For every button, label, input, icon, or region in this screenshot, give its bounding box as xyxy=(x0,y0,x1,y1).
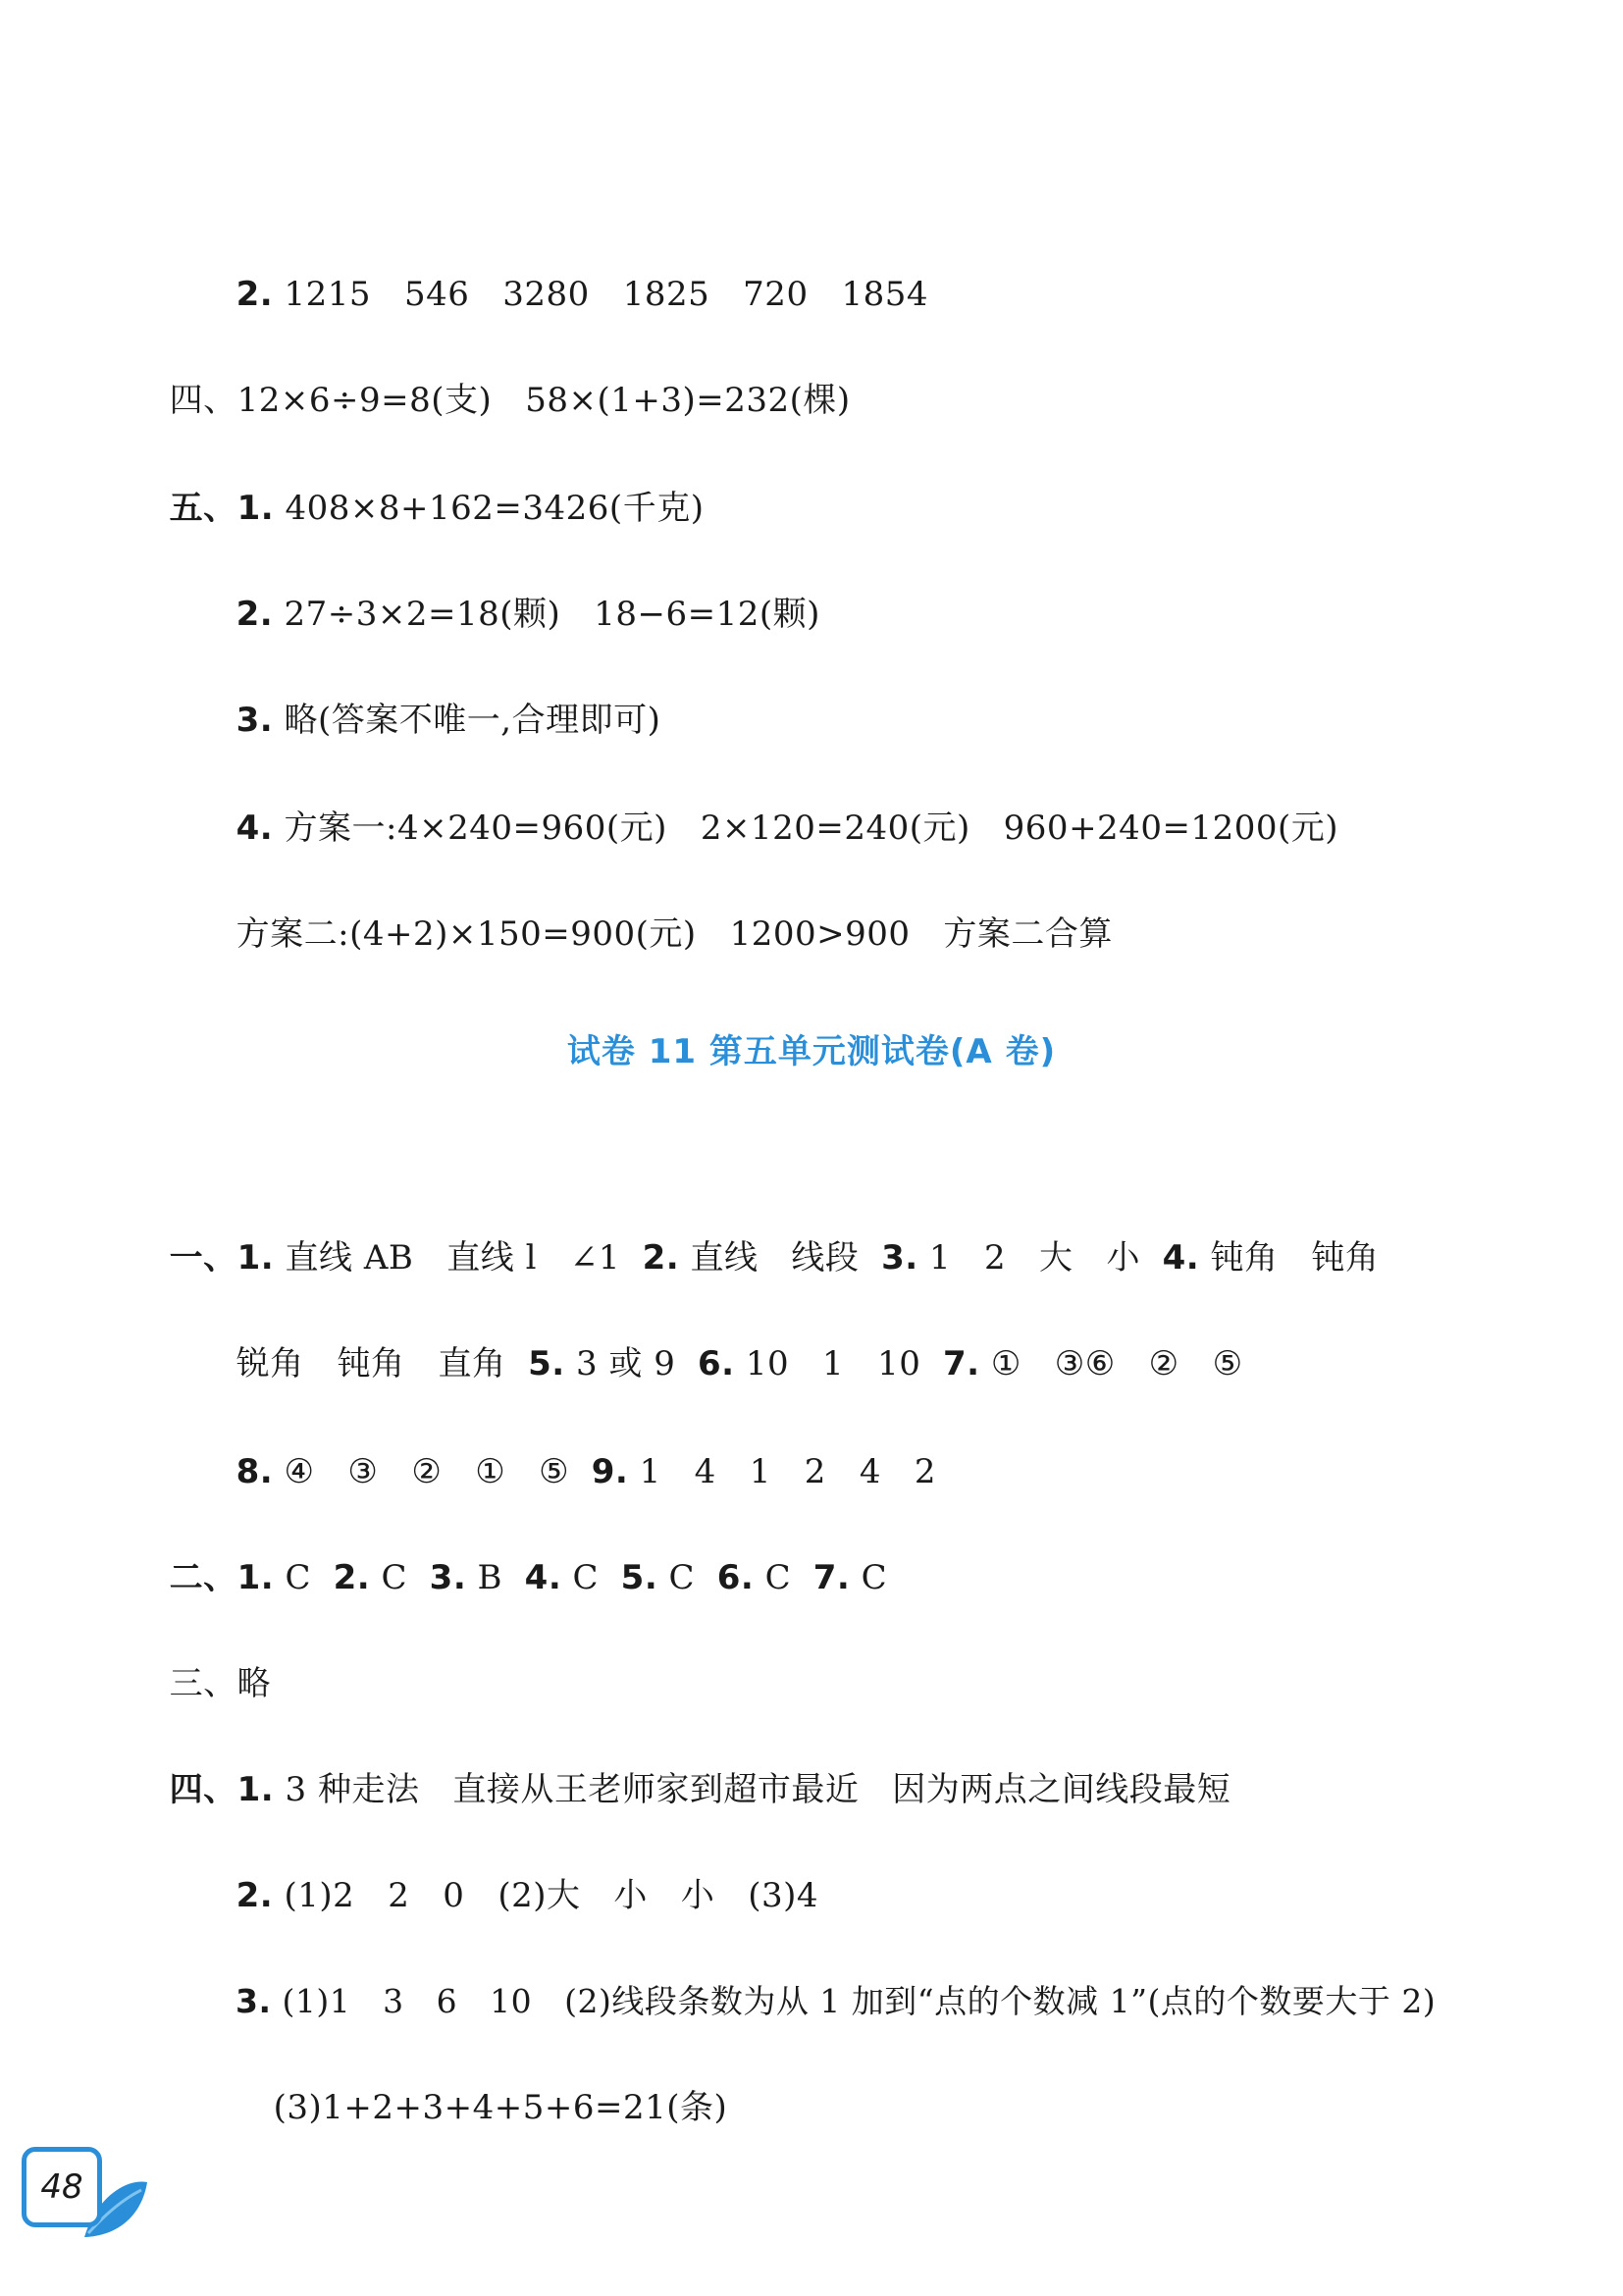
answer-line-s1: 一、1. 直线 AB 直线 l ∠1 2. 直线 线段 3. 1 2 大 小 4. 钝角 钝角 xyxy=(169,1238,1380,1278)
answer-line-7: 方案二:(4+2)×150=900(元) 1200>900 方案二合算 xyxy=(236,914,1113,954)
answer-line-s4: 二、1. C 2. C 3. B 4. C 5. C 6. C 7. C xyxy=(169,1558,888,1597)
answer-line-s5: 三、略 xyxy=(169,1664,272,1703)
answer-line-s8: 3. (1)1 3 6 10 (2)线段条数为从 1 加到“点的个数减 1”(点的个数要大于 2) xyxy=(235,1982,1437,2020)
answer-line-3: 五、1. 408×8+162=3426(千克) xyxy=(169,489,705,528)
answer-line-6: 4. 方案一:4×240=960(元) 2×120=240(元) 960+240=1200(元) xyxy=(236,809,1338,848)
answer-line-2: 四、12×6÷9=8(支) 58×(1+3)=232(棵) xyxy=(169,381,851,420)
answer-line-s6: 四、1. 3 种走法 直接从王老师家到超市最近 因为两点之间线段最短 xyxy=(169,1770,1231,1809)
answer-line-1: 2. 1215 546 3280 1825 720 1854 xyxy=(236,275,929,314)
section-title: 试卷 11 第五单元测试卷(A 卷) xyxy=(566,1032,1057,1071)
answer-line-s3: 8. ④ ③ ② ① ⑤ 9. 1 4 1 2 4 2 xyxy=(236,1452,937,1491)
page-number: 48 xyxy=(22,2147,102,2227)
answer-line-s2: 锐角 钝角 直角 5. 3 或 9 6. 10 1 10 7. ① ③⑥ ② ⑤ xyxy=(236,1344,1243,1383)
answer-line-5: 3. 略(答案不唯一,合理即可) xyxy=(236,701,661,740)
answer-line-s7: 2. (1)2 2 0 (2)大 小 小 (3)4 xyxy=(236,1876,819,1915)
answer-line-4: 2. 27÷3×2=18(颗) 18−6=12(颗) xyxy=(236,595,820,634)
page-number-badge xyxy=(8,2139,155,2247)
answer-line-s9: (3)1+2+3+4+5+6=21(条) xyxy=(273,2088,728,2127)
